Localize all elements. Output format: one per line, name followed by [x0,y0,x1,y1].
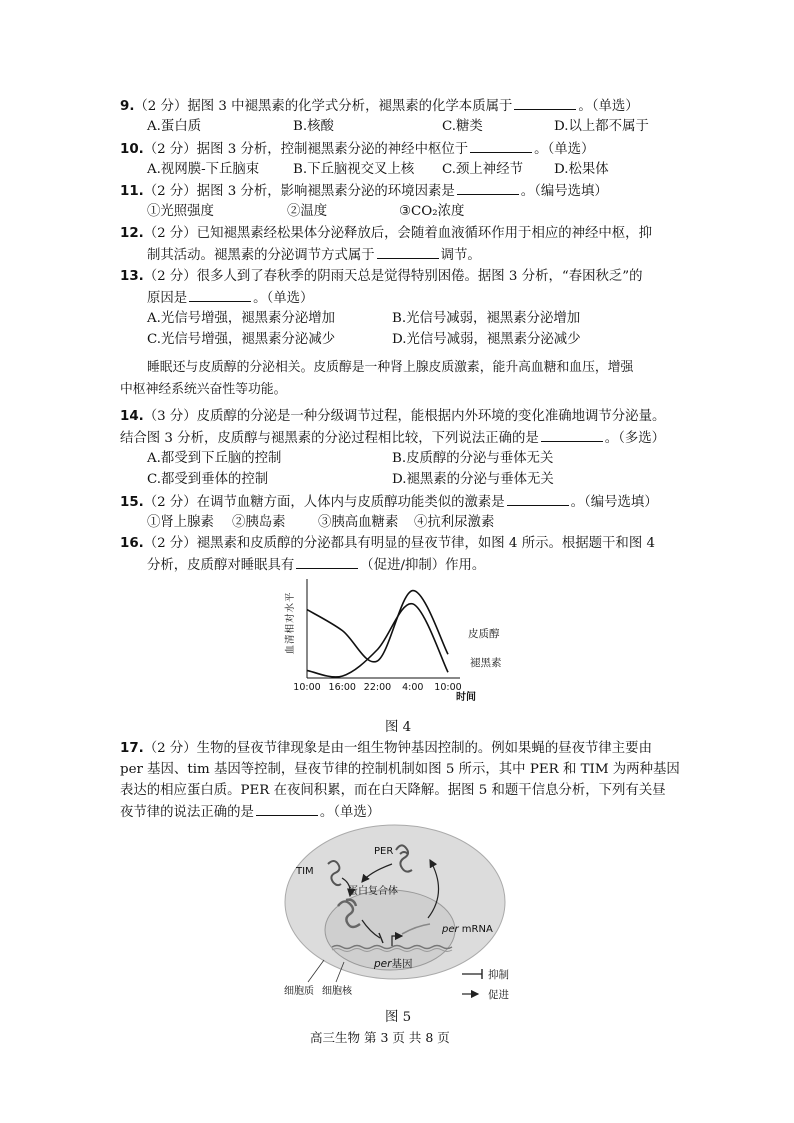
option-c[interactable]: C.光信号增强，褪黑素分泌减少 [147,332,336,347]
x-tick-label: 4:00 [402,682,424,693]
question-10 [120,139,594,160]
question-9 [120,96,639,117]
nucleus-label: 细胞核 [322,986,352,997]
pointer-cytoplasm [308,960,324,982]
question-text: 结合图 3 分析，皮质醇与褪黑素的分泌过程相比较，下列说法正确的是 [120,431,539,446]
option-d[interactable]: D.以上都不属于 [554,119,649,134]
question-number: 16. [120,536,144,551]
question-text: （2 分）生物的昼夜节律现象是由一组生物钟基因控制的。例如果蝇的昼夜节律主要由 [143,741,652,756]
question-number: 11. [120,184,144,199]
question-number: 14. [120,409,144,424]
gene-label: per基因 [374,958,413,970]
option-2[interactable]: ②胰岛素 [232,515,286,530]
option-1[interactable]: ①光照强度 [147,204,214,219]
option-a[interactable]: A.光信号增强，褪黑素分泌增加 [147,311,336,326]
question-14 [120,407,665,427]
answer-blank[interactable] [377,245,439,259]
x-tick-label: 22:00 [363,682,392,693]
question-tail: 。（单选） [319,805,381,820]
series-line-cortisol [307,591,448,662]
answer-blank[interactable] [541,428,603,442]
option-d[interactable]: D.褪黑素的分泌与垂体无关 [392,472,554,487]
figure-4-caption: 图 4 [385,720,412,735]
question-tail: 。（编号选填） [570,495,658,510]
figure-5-legend [458,964,538,1004]
option-a[interactable]: A.视网膜-下丘脑束 [147,162,260,177]
question-text: 原因是 [147,291,188,306]
question-text: （2 分）已知褪黑素经松果体分泌释放后，会随着血液循环作用于相应的神经中枢，抑 [143,226,652,241]
series-line-melatonin [307,604,448,677]
info-paragraph-line1: 睡眠还与皮质醇的分泌相关。皮质醇是一种肾上腺皮质激素，能升高血糖和血压，增强 [147,360,634,375]
cytoplasm-label: 细胞质 [284,986,314,997]
question-text: （2 分）在调节血糖方面，人体内与皮质醇功能类似的激素是 [143,495,505,510]
question-16-line2 [147,555,485,576]
answer-blank[interactable] [470,139,532,153]
option-4[interactable]: ④抗利尿激素 [414,515,495,530]
option-d[interactable]: D.松果体 [554,162,609,177]
question-16 [120,534,655,554]
answer-blank[interactable] [189,288,251,302]
x-axis-label: 时间 [456,692,476,703]
figure-4-chart [280,575,520,703]
question-tail: 。（单选） [578,99,639,114]
question-text: （2 分）据图 3 分析，影响褪黑素分泌的环境因素是 [143,184,455,199]
answer-blank[interactable] [256,802,318,816]
question-text: （2 分）很多人到了春秋季的阴雨天总是觉得特别困倦。据图 3 分析，“春困秋乏”的 [143,269,643,284]
question-number: 10. [120,142,144,157]
answer-blank[interactable] [296,555,358,569]
question-tail: （促进/抑制）作用。 [360,558,486,573]
question-tail: 。（单选） [534,142,595,157]
question-tail: 。（单选） [253,291,314,306]
question-14-line2 [120,428,665,449]
question-number: 15. [120,495,144,510]
x-tick-label: 16:00 [328,682,356,693]
option-b[interactable]: B.核酸 [293,119,334,134]
question-number: 13. [120,269,144,284]
complex-label: 蛋白复合体 [348,886,398,897]
option-3[interactable]: ③CO₂浓度 [399,204,465,219]
question-tail: 。（多选） [604,431,666,446]
y-axis-label: 血清相对水平 [285,591,296,655]
legend-cortisol: 皮质醇 [468,628,500,640]
option-b[interactable]: B.皮质醇的分泌与垂体无关 [392,451,554,466]
question-17-line3: 表达的相应蛋白质。PER 在夜间积累，而在白天降解。据图 5 和题干信息分析，下列有关昼 [120,783,666,798]
question-12 [120,224,652,244]
tim-label: TIM [296,866,314,877]
figure-5-caption: 图 5 [385,1010,412,1025]
option-c[interactable]: C.颈上神经节 [442,162,523,177]
option-1[interactable]: ①肾上腺素 [147,515,214,530]
question-12-line2 [147,245,481,266]
option-2[interactable]: ②温度 [287,204,328,219]
option-a[interactable]: A.蛋白质 [147,119,202,134]
question-13-line2 [147,288,313,309]
per-label: PER [374,846,394,857]
option-b[interactable]: B.光信号减弱，褪黑素分泌增加 [392,311,581,326]
option-3[interactable]: ③胰高血糖素 [318,515,399,530]
question-number: 12. [120,226,144,241]
question-11 [120,181,608,202]
legend-inhibit: 抑制 [488,969,509,981]
x-tick-label: 10:00 [434,682,462,693]
answer-blank[interactable] [514,96,576,110]
question-tail: 。（编号选填） [520,184,608,199]
answer-blank[interactable] [507,492,569,506]
question-number: 9. [120,99,135,114]
question-17 [120,739,652,759]
question-text: 夜节律的说法正确的是 [120,805,254,820]
question-text: 制其活动。褪黑素的分泌调节方式属于 [147,248,375,263]
question-text: （3 分）皮质醇的分泌是一种分级调节过程，能根据内外环境的变化准确地调节分泌量。 [143,409,666,424]
question-text: 分析，皮质醇对睡眠具有 [147,558,295,573]
question-text: （2 分）据图 3 分析，控制褪黑素分泌的神经中枢位于 [143,142,469,157]
question-text: （2 分）据图 3 中褪黑素的化学式分析，褪黑素的化学本质属于 [134,99,513,114]
question-number: 17. [120,741,144,756]
question-15 [120,492,658,513]
question-text: （2 分）褪黑素和皮质醇的分泌都具有明显的昼夜节律，如图 4 所示。根据题干和图 4 [143,536,655,551]
mrna-label: per mRNA [442,924,493,935]
option-c[interactable]: C.都受到垂体的控制 [147,472,269,487]
option-b[interactable]: B.下丘脑视交叉上核 [293,162,415,177]
question-13 [120,267,643,287]
option-c[interactable]: C.糖类 [442,119,483,134]
info-paragraph-line2: 中枢神经系统兴奋性等功能。 [120,382,287,397]
x-tick-labels [293,682,461,693]
question-17-line2: per 基因、tim 基因等控制，昼夜节律的控制机制如图 5 所示，其中 PER 和 TIM 为两种基因 [120,762,680,777]
legend-promote: 促进 [488,989,509,1001]
answer-blank[interactable] [457,181,519,195]
question-17-line4 [120,802,380,823]
option-a[interactable]: A.都受到下丘脑的控制 [147,451,282,466]
x-tick-label: 10:00 [293,682,321,693]
option-d[interactable]: D.光信号减弱，褪黑素分泌减少 [392,332,581,347]
question-tail: 调节。 [440,248,481,263]
legend-melatonin: 褪黑素 [470,657,502,669]
page-footer: 高三生物 第 3 页 共 8 页 [310,1030,450,1045]
